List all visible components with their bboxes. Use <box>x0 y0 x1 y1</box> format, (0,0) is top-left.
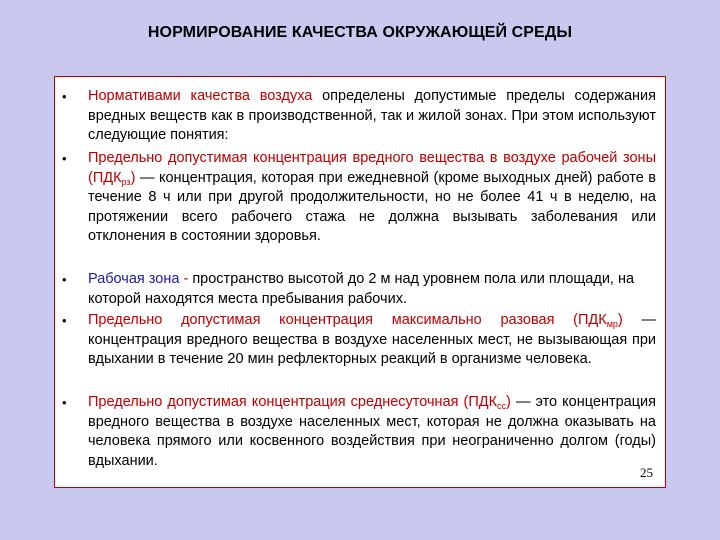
item-term: Рабочая зона <box>88 271 180 287</box>
item-text <box>88 311 656 370</box>
item-definition: — концентрация, которая при ежедневной (кроме выходных дней) работе в течение 8 ч или при другой продолжительности, но не более 41 ч в неделю, на протяжении всего рабочего стажа не должна вызывать заболевания или отклонения в состоянии здоровья. <box>88 169 656 245</box>
bullet-icon: • <box>62 313 67 328</box>
item-term-subscript: сс <box>497 401 507 411</box>
item-term: Предельно допустимая концентрация максимально разовая $(ПДК_{мр})$ <box>88 312 623 329</box>
item-text <box>88 270 656 309</box>
item-term-subscript: мр <box>606 319 618 329</box>
bullet-icon: • <box>62 89 67 104</box>
item-definition: — концентрация вредного вещества в воздухе населенных мест, не вызывающая при вдыхании в течение 20 мин рефлекторных реакций в организме человека. <box>88 312 656 368</box>
item-text <box>88 87 656 146</box>
item-term-subscript: рз <box>121 176 131 187</box>
page-number: 25 <box>640 465 653 480</box>
bullet-icon: • <box>62 272 67 287</box>
content-panel <box>54 76 666 488</box>
item-dash: - <box>179 271 189 287</box>
item-text <box>88 393 656 471</box>
slide-title: НОРМИРОВАНИЕ КАЧЕСТВА ОКРУЖАЮЩЕЙ СРЕДЫ <box>147 24 573 41</box>
bullet-icon: • <box>62 151 67 166</box>
item-definition: — это концентрация вредного вещества в воздухе населенных мест, которая не должна оказывать на человека прямого или косвенного воздействия при неограниченно долгом (годы) вдыхании. <box>88 394 656 469</box>
item-definition: пространство высотой до 2 м над уровнем пола или площади, на которой находятся места пребывания рабочих. <box>88 271 635 307</box>
bullet-icon: • <box>62 395 67 410</box>
item-text <box>88 149 656 247</box>
item-term: Нормативами качества воздуха <box>88 88 313 104</box>
item-term: Предельно допустимая концентрация вредного вещества в воздухе рабочей зоны $(ПДК_{рз})$ <box>88 150 656 187</box>
item-definition: определены допустимые пределы содержания вредных веществ как в производственной, так и жилой зонах. При этом используют следующие понятия: <box>88 88 656 144</box>
item-term: Предельно допустимая концентрация среднесуточная $(ПДК_{сс})$ <box>88 394 511 411</box>
